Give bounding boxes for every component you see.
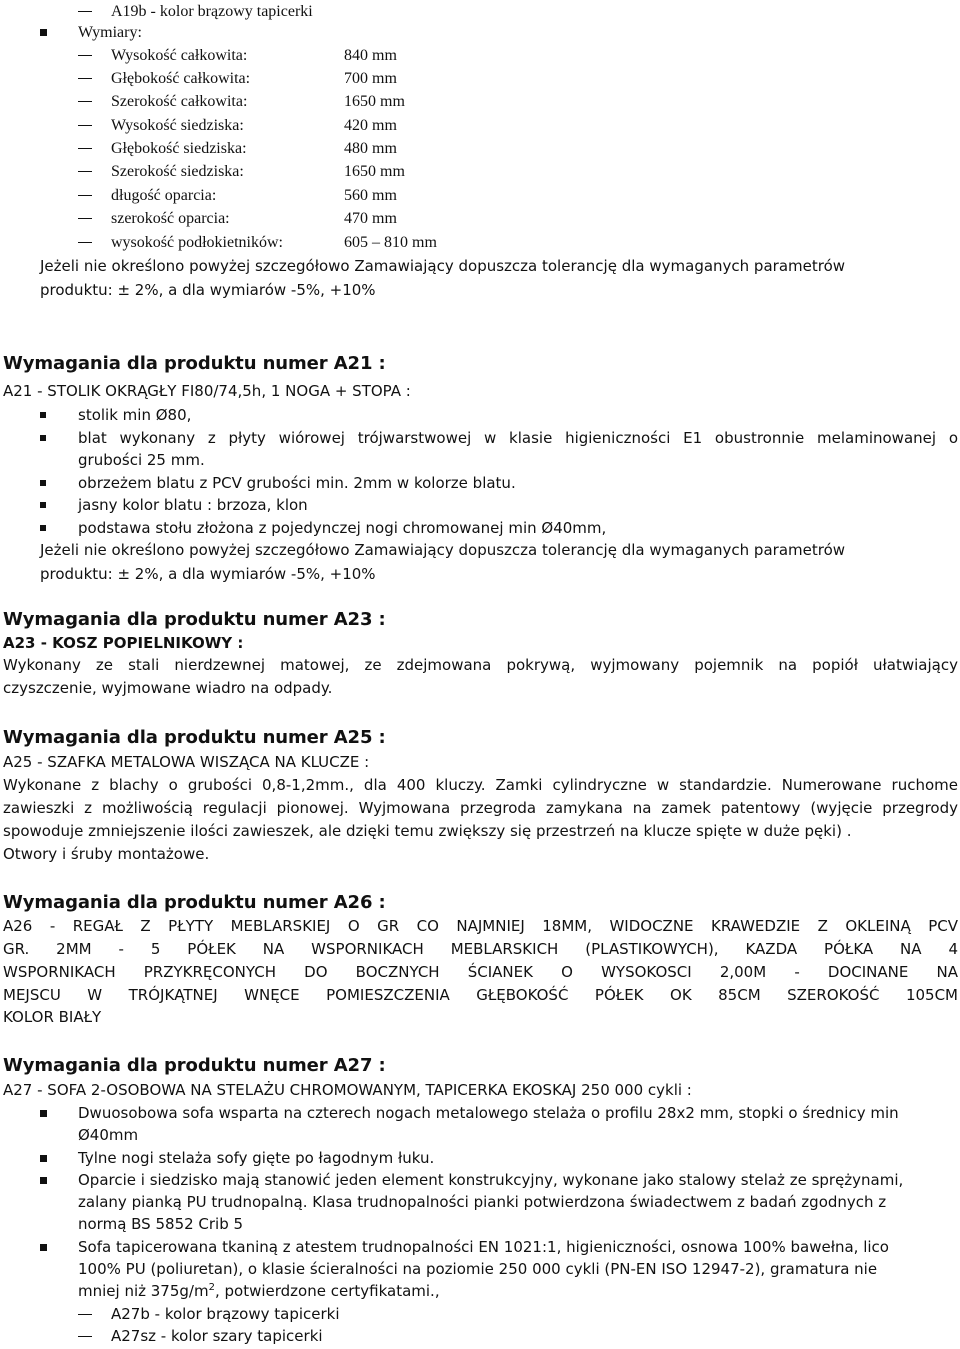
square-bullet-icon <box>40 1177 47 1184</box>
dash-bullet-icon <box>78 114 94 137</box>
dash-bullet-icon <box>78 67 94 90</box>
list-item-continuation: 100% PU (poliuretan), o klasie ścieralności na poziomie 250 000 cykli (PN-EN ISO 12947-2), gramatura nie <box>78 1260 878 1278</box>
paragraph-line: WSPORNIKACH PRZYKRĘCONYCH DO BOCZNYCH ŚCIANEK O WYSOKOSCI 2,00M - DOCINANE NA <box>3 963 958 981</box>
square-bullet-icon <box>40 412 46 418</box>
paragraph-line: Wykonane z blachy o grubości 0,8-1,2mm., dla 400 kluczy. Zamki cylindryczne w standardzie. Numerowane ruchome <box>3 776 958 794</box>
section-heading: Wymagania dla produktu numer A21 : <box>3 353 386 374</box>
dimension-label: Wysokość całkowita: <box>111 47 248 64</box>
square-bullet-icon <box>40 1155 47 1162</box>
list-item-text: A19b - kolor brązowy tapicerki <box>111 3 313 20</box>
square-bullet-icon <box>40 435 46 441</box>
superscript: 2 <box>208 1282 215 1293</box>
tolerance-text: Jeżeli nie określono powyżej szczegółowo Zamawiający dopuszcza tolerancję dla wymaganych parametrów <box>40 541 846 559</box>
dimension-label: szerokość oparcia: <box>111 210 230 227</box>
dimension-label: długość oparcia: <box>111 187 217 204</box>
dimension-label: Głębokość siedziska: <box>111 140 247 157</box>
dash-bullet-icon <box>78 90 94 113</box>
dimension-value: 700 mm <box>344 70 397 87</box>
dimension-label: wysokość podłokietników: <box>111 234 283 251</box>
dash-bullet-icon <box>78 231 94 254</box>
paragraph-line: GR. 2MM - 5 PÓŁEK NA WSPORNIKACH MEBLARSKICH (PLASTIKOWYCH), KAZDA PÓŁKA NA 4 <box>3 940 958 958</box>
paragraph-line: Otwory i śruby montażowe. <box>3 845 210 863</box>
dimension-value: 470 mm <box>344 210 397 227</box>
dash-bullet-icon <box>78 1303 94 1326</box>
square-bullet-icon <box>40 480 46 486</box>
paragraph-line: Wykonany ze stali nierdzewnej matowej, ze zdejmowana pokrywą, wyjmowany pojemnik na popiół ułatwiający <box>3 656 958 674</box>
product-title: A25 - SZAFKA METALOWA WISZĄCA NA KLUCZE : <box>3 753 370 771</box>
dash-bullet-icon <box>78 1325 94 1348</box>
dimension-value: 1650 mm <box>344 93 405 110</box>
paragraph-line: MEJSCU W TRÓJKĄTNEJ WNĘCE POMIESZCZENIA GŁĘBOKOŚĆ PÓŁEK OK 85CM SZEROKOŚĆ 105CM <box>3 986 958 1004</box>
dash-bullet-icon <box>78 44 94 67</box>
dimension-label: Głębokość całkowita: <box>111 70 251 87</box>
dash-bullet-icon <box>78 160 94 183</box>
dimension-value: 1650 mm <box>344 163 405 180</box>
dash-bullet-icon <box>78 0 94 23</box>
list-item-continuation: mniej niż $375g/m^2$, potwierdzone certyfikatami., <box>78 1282 440 1300</box>
dimension-label: Wysokość siedziska: <box>111 117 244 134</box>
section-heading: Wymagania dla produktu numer A25 : <box>3 727 386 748</box>
dimension-value: 480 mm <box>344 140 397 157</box>
section-heading: Wymagania dla produktu numer A23 : <box>3 609 386 630</box>
product-title: A23 - KOSZ POPIELNIKOWY : <box>3 634 244 652</box>
tolerance-text: produktu: ± 2%, a dla wymiarów -5%, +10% <box>40 281 376 299</box>
product-title: A27 - SOFA 2-OSOBOWA NA STELAŻU CHROMOWANYM, TAPICERKA EKOSKAJ 250 000 cykli : <box>3 1081 692 1099</box>
square-bullet-icon <box>40 502 46 508</box>
dimension-value: 420 mm <box>344 117 397 134</box>
dimension-value: 605 – 810 mm <box>344 234 437 251</box>
square-bullet-icon <box>40 29 47 36</box>
list-item-continuation: zalany pianką PU trudnopalną. Klasa trudnopalności pianki potwierdzona świadectwem z badań zgodnych z <box>78 1193 887 1211</box>
product-title: A21 - STOLIK OKRĄGŁY FI80/74,5h, 1 NOGA + STOPA : <box>3 382 411 400</box>
dash-bullet-icon <box>78 184 94 207</box>
square-bullet-icon <box>40 1110 47 1117</box>
paragraph-line: czyszczenie, wyjmowane wiadro na odpady. <box>3 679 333 697</box>
dimension-label: Szerokość siedziska: <box>111 163 244 180</box>
paragraph-line: spowoduje zmniejszenie ilości zawieszek, ale dzięki temu zwiększy się przestrzeń na klucze spięte w duże pęki) . <box>3 822 852 840</box>
list-item-continuation: Ø40mm <box>78 1126 139 1144</box>
dash-bullet-icon <box>78 137 94 160</box>
paragraph-line: A26 - REGAŁ Z PŁYTY MEBLARSKIEJ O GR CO NAJMNIEJ 18MM, WIDOCZNE KRAWEDZIE Z OKLEINĄ PCV <box>3 917 958 935</box>
dimension-value: 840 mm <box>344 47 397 64</box>
tolerance-text: Jeżeli nie określono powyżej szczegółowo Zamawiający dopuszcza tolerancję dla wymaganych parametrów <box>40 257 846 275</box>
dimension-label: Szerokość całkowita: <box>111 93 248 110</box>
dimension-value: 560 mm <box>344 187 397 204</box>
section-heading: Wymagania dla produktu numer A27 : <box>3 1055 386 1076</box>
tolerance-text: produktu: ± 2%, a dla wymiarów -5%, +10% <box>40 565 376 583</box>
paragraph-line: KOLOR BIAŁY <box>3 1008 102 1026</box>
section-heading: Wymagania dla produktu numer A26 : <box>3 892 386 913</box>
paragraph-line: zawieszki z możliwością regulacji pionowej. Wyjmowana przegroda zamykana na zamek patentowy (wyjęcie przegrody <box>3 799 958 817</box>
square-bullet-icon <box>40 1244 47 1251</box>
list-item-continuation: normą BS 5852 Crib 5 <box>78 1215 244 1233</box>
dash-bullet-icon <box>78 207 94 230</box>
square-bullet-icon <box>40 525 46 531</box>
